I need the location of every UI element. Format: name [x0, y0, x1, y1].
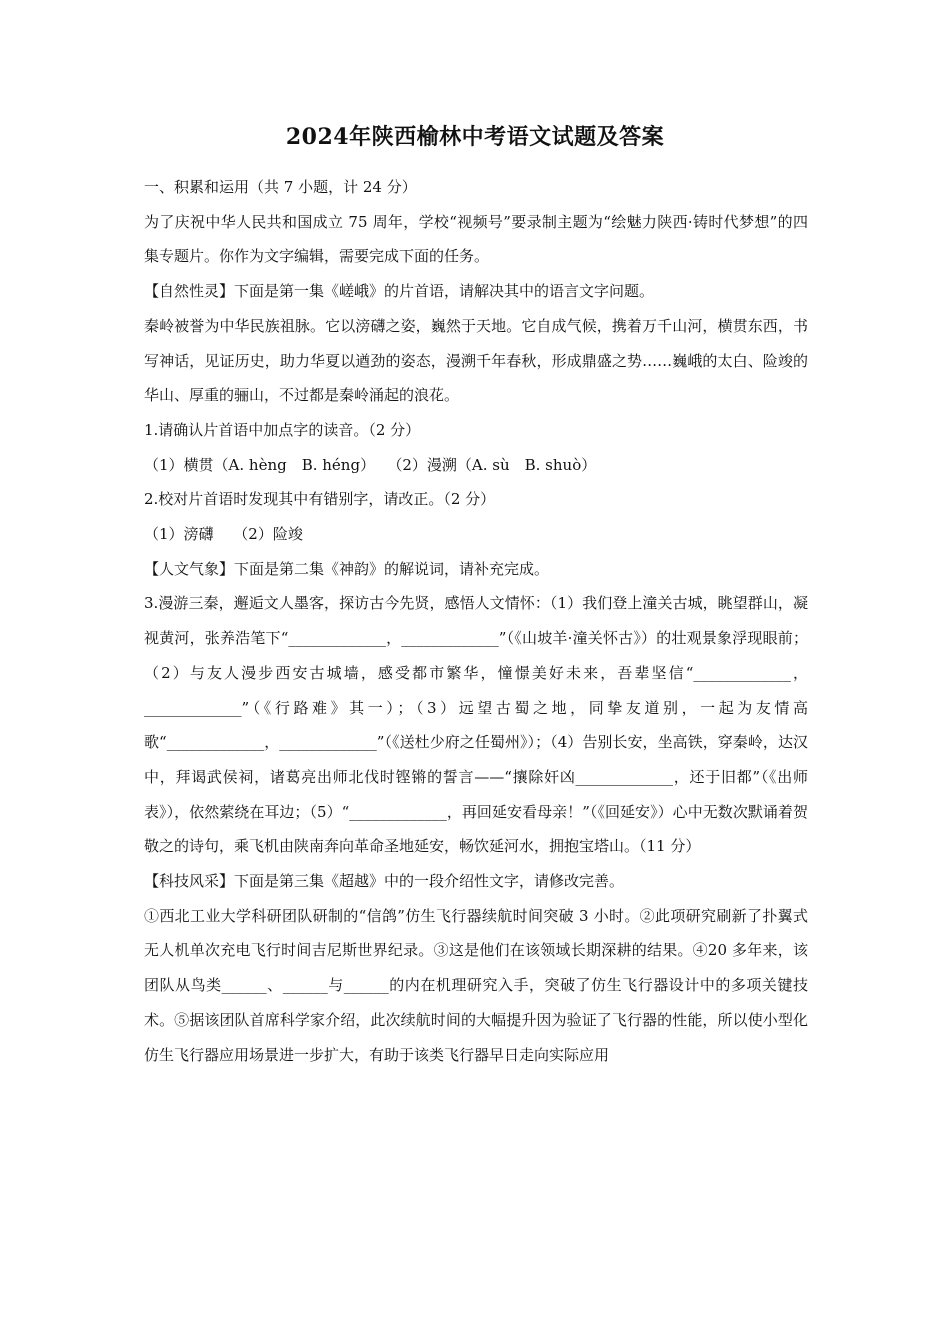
question-1: 1.请确认片首语中加点字的读音。（2 分） [144, 420, 421, 439]
passage-paragraph: 秦岭被誉为中华民族祖脉。它以滂礴之姿，巍然于天地。它自成气候，携着万千山河，横贯东西，书写神话，见证历史，助力华夏以遒劲的姿态，漫溯千年春秋，形成鼎盛之势……巍峨的太白、险竣的华山、厚重的骊山，不过都是秦岭涌起的浪花。 [144, 316, 808, 405]
section-heading: 一、积累和运用（共 7 小题，计 24 分） [144, 178, 417, 196]
part-heading-technology: 【科技风采】下面是第三集《超越》中的一段介绍性文字，请修改完善。 [144, 872, 625, 891]
document-body [144, 170, 808, 1072]
question-3: 3.漫游三秦，邂逅文人墨客，探访古今先贤，感悟人文情怀：（1）我们登上潼关古城，眺望群山，凝视黄河，张养浩笔下“_____________，_____________”（《山坡羊·潼关怀古》）的壮观景象浮现眼前；（2）与友人漫步西安古城墙，感受都市繁华，憧憬美好未来，吾辈坚信“_____________，_____________”（《行路难》其一）；（3）远望古蜀之地，同挚友道别，一起为友情高歌“_____________，_____________”（《送杜少府之任蜀州》）；（4）告别长安，坐高铁，穿秦岭，达汉中，拜谒武侯祠，诸葛亮出师北伐时铿锵的誓言——“攘除奸凶_____________，还于旧都”（《出师表》），依然萦绕在耳边；（5）“_____________，再回延安看母亲！”（《回延安》）心中无数次默诵着贺敬之的诗句，乘飞机由陕南奔向革命圣地延安，畅饮延河水，拥抱宝塔山。（11 分） [144, 594, 808, 856]
question-2-items: （1）滂礴 （2）险竣 [144, 525, 303, 544]
part-heading-nature: 【自然性灵】下面是第一集《嵯峨》的片首语，请解决其中的语言文字问题。 [144, 282, 655, 301]
document-title: 2024年陕西榆林中考语文试题及答案 [285, 124, 665, 150]
technology-paragraph: ①西北工业大学科研团队研制的“信鸽”仿生飞行器续航时间突破 3 小时。②此项研究刷新了扑翼式无人机单次充电飞行时间吉尼斯世界纪录。③这是他们在该领域长期深耕的结果。④20 多年来，该团队从鸟类______、______与______的内在机理研究入手，突破了仿生飞行器设计中的多项关键技术。⑤据该团队首席科学家介绍，此次续航时间的大幅提升因为验证了飞行器的性能，所以使小型化仿生飞行器应用场景进一步扩大，有助于该类飞行器早日走向实际应用 [144, 906, 808, 1064]
part-heading-humanities: 【人文气象】下面是第二集《神韵》的解说词，请补充完成。 [144, 559, 550, 578]
intro-paragraph: 为了庆祝中华人民共和国成立 75 周年，学校“视频号”要录制主题为“绘魅力陕西·铸时代梦想”的四集专题片。你作为文字编辑，需要完成下面的任务。 [144, 212, 808, 266]
question-2: 2.校对片首语时发现其中有错别字，请改正。（2 分） [144, 490, 496, 509]
question-1-options: （1）横贯（A. hèng B. héng） （2）漫溯（A. sù B. shuò） [144, 455, 597, 474]
